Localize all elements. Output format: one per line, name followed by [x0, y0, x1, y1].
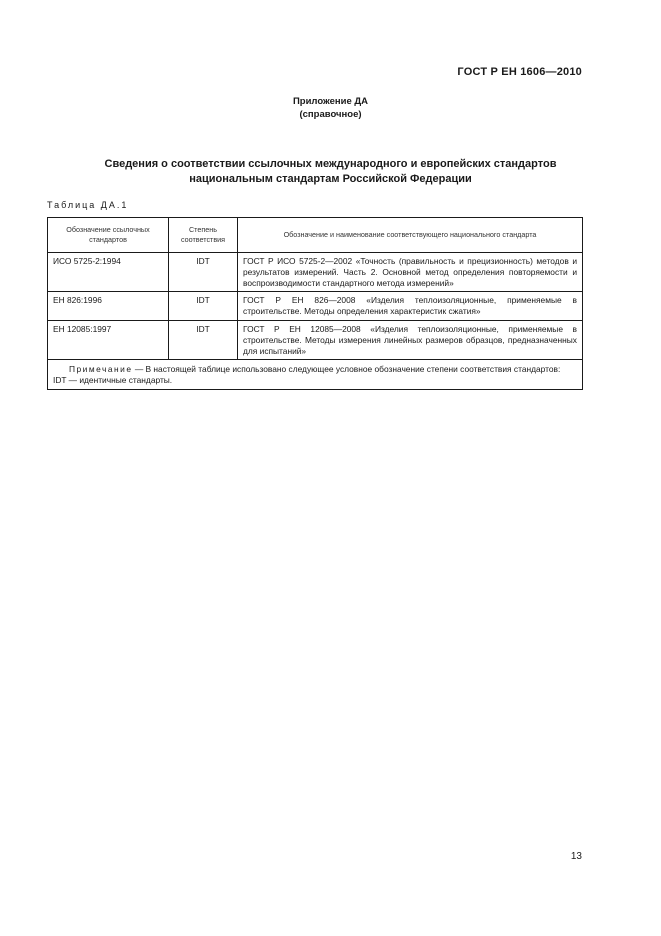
section-title-line-1: Сведения о соответствии ссылочных международного и европейских стандартов [104, 158, 557, 170]
header-reference-standard: Обозначение ссылочных стандартов [48, 218, 169, 253]
cell-degree: IDT [169, 320, 238, 359]
section-title-line-2: национальным стандартам Российской Федерации [189, 173, 472, 185]
table-header-row [48, 218, 583, 253]
cell-national-standard: ГОСТ Р ЕН 12085—2008 «Изделия теплоизоляционные, применяемые в строительстве. Методы измерения линейных размеров образцов, предназначенных для испытаний» [238, 320, 583, 359]
table-note [48, 360, 583, 390]
document-code: ГОСТ Р ЕН 1606—2010 [457, 66, 582, 78]
appendix-subtitle: (справочное) [299, 109, 362, 120]
table-row [48, 253, 583, 292]
table-row [48, 320, 583, 359]
cell-reference-standard: ИСО 5725-2:1994 [48, 253, 169, 292]
table-note-row [48, 360, 583, 390]
cell-reference-standard: ЕН 12085:1997 [48, 320, 169, 359]
note-line-2: IDT — идентичные стандарты. [53, 375, 173, 386]
reference-standards-table [47, 217, 583, 390]
cell-degree: IDT [169, 253, 238, 292]
cell-degree: IDT [169, 292, 238, 321]
cell-national-standard: ГОСТ Р ИСО 5725-2—2002 «Точность (правильность и прецизионность) методов и результатов измерений. Часть 2. Основной метод определения повторяемости и воспроизводимости стандартного метода измерений» [238, 253, 583, 292]
appendix-title: Приложение ДА [292, 96, 369, 107]
cell-reference-standard: ЕН 826:1996 [48, 292, 169, 321]
cell-national-standard: ГОСТ Р ЕН 826—2008 «Изделия теплоизоляционные, применяемые в строительстве. Методы определения характеристик сжатия» [238, 292, 583, 321]
table-row [48, 292, 583, 321]
header-degree: Степень соответствия [169, 218, 238, 253]
note-text: — В настоящей таблице использовано следующее условное обозначение степени соответствия стандартов: [134, 364, 561, 375]
note-line-1 [53, 364, 577, 375]
header-national-standard: Обозначение и наименование соответствующего национального стандарта [238, 218, 583, 253]
section-title [60, 157, 601, 187]
appendix-heading [0, 95, 661, 121]
table-caption: Таблица ДА.1 [47, 200, 129, 210]
page-number: 13 [570, 851, 582, 862]
note-label: Примечание [69, 364, 133, 375]
